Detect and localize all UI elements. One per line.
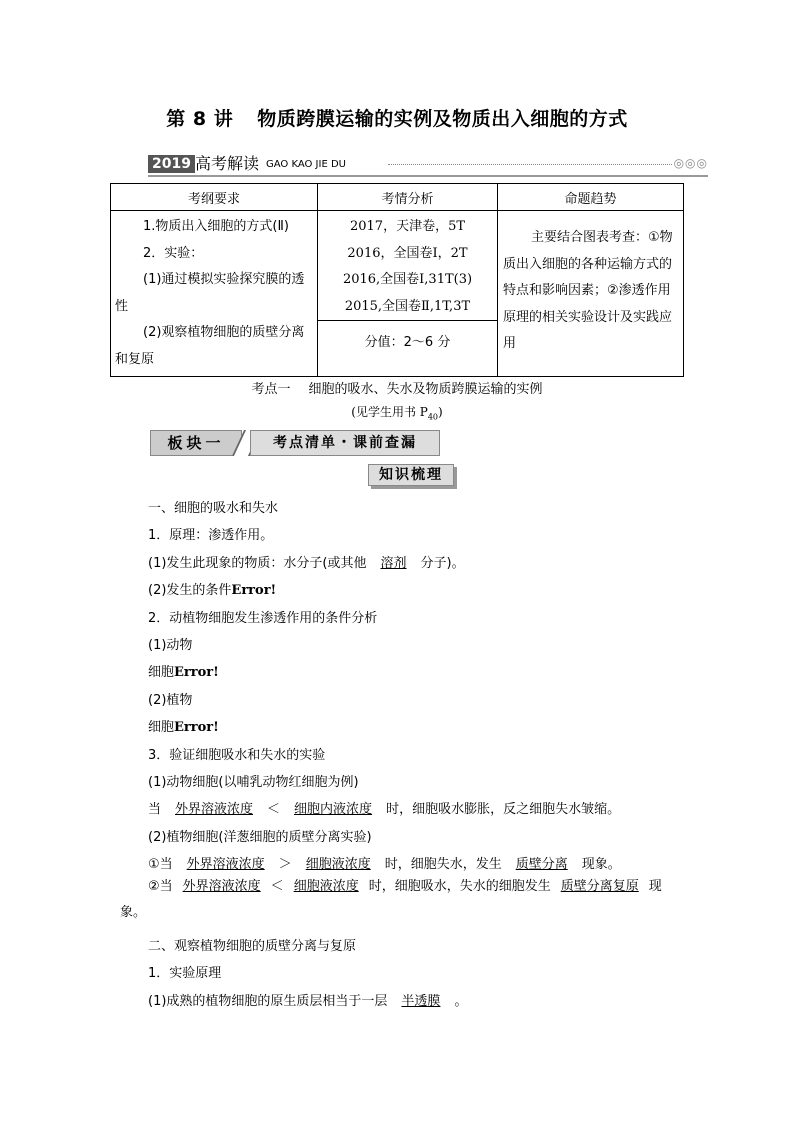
error-text: Error! <box>174 665 219 680</box>
answer-blank: 半透膜 <box>401 994 441 1009</box>
text-line: (1)动物 <box>148 638 193 653</box>
text-line: (1)成熟的植物细胞的原生质层相当于一层 半透膜 。 <box>148 994 468 1009</box>
text-line: (2)植物 <box>148 693 193 708</box>
page-reference: (见学生用书 $P_{40}$) <box>351 405 443 422</box>
trend-cell: 主要结合图表考查：①物质出入细胞的各种运输方式的特点和影响因素；②渗透作用原理的相关实验设计及实践应用 <box>498 211 684 377</box>
exam-point-heading: 考点一 细胞的吸水、失水及物质跨膜运输的实例 <box>251 382 543 397</box>
header-cell: 命题趋势 <box>498 184 684 211</box>
table-header-row <box>111 184 684 211</box>
banner-year: 2019 <box>148 155 195 173</box>
text-line: 1．原理：渗透作用。 <box>148 528 274 543</box>
text-line: 当 外界溶液浓度 ＜ 细胞内液浓度 时，细胞吸水膨胀，反之细胞失水皱缩。 <box>148 802 621 817</box>
banner-circles-icon: ◎◎◎ <box>673 156 708 170</box>
section-banner-left: 板块一 <box>150 430 242 456</box>
banner-dotted-line <box>388 164 672 165</box>
answer-blank: 细胞内液浓度 <box>294 802 373 817</box>
requirements-cell: 1.物质出入细胞的方式(Ⅱ) 2．实验： (1)通过模拟实验探究膜的透性 (2)观察植物细胞的质壁分离和复原 <box>111 211 318 377</box>
section-banner-right: 考点清单・课前查漏 <box>250 430 440 456</box>
banner-title: 高考解读 <box>195 154 260 173</box>
answer-blank: 细胞液浓度 <box>293 879 359 894</box>
header-cell: 考纲要求 <box>111 184 318 211</box>
text-paragraph: ②当 外界溶液浓度 ＜ 细胞液浓度 时，细胞吸水，失水的细胞发生 质壁分离复原 现象。 <box>120 879 662 920</box>
text-line: 细胞Error! <box>148 665 219 680</box>
analysis-cell: 2017，天津卷，5T 2016，全国卷Ⅰ，2T 2016,全国卷Ⅰ,31T(3) 2015,全国卷Ⅱ,1T,3T 分值：2～6 分 <box>318 211 498 377</box>
knowledge-tag: 知识梳理 <box>368 464 454 486</box>
answer-blank: 质壁分离复原 <box>560 879 639 894</box>
text-line: ①当 外界溶液浓度 ＞ 细胞液浓度 时，细胞失水，发生 质壁分离 现象。 <box>148 857 621 872</box>
answer-blank: 细胞液浓度 <box>305 857 371 872</box>
text-line: 细胞Error! <box>148 720 219 735</box>
text-line: (1)发生此现象的物质：水分子(或其他 溶剂 分子)。 <box>148 556 465 571</box>
answer-blank: 外界溶液浓度 <box>182 879 261 894</box>
answer-blank: 外界溶液浓度 <box>186 857 265 872</box>
banner-underline <box>148 175 708 177</box>
score-range: 分值：2～6 分 <box>318 320 497 365</box>
answer-blank: 溶剂 <box>380 556 407 571</box>
exam-requirements-table <box>110 183 684 377</box>
section-heading: 一、细胞的吸水和失水 <box>148 501 279 516</box>
exam-interpretation-banner <box>148 153 708 175</box>
table-row <box>111 211 684 377</box>
banner-subtitle: GAO KAO JIE DU <box>266 159 346 170</box>
answer-blank: 质壁分离 <box>515 857 568 872</box>
text-line: 1．实验原理 <box>148 966 222 981</box>
answer-blank: 外界溶液浓度 <box>175 802 254 817</box>
text-line: (2)植物细胞(洋葱细胞的质壁分离实验) <box>148 830 372 845</box>
header-cell: 考情分析 <box>318 184 498 211</box>
error-text: Error! <box>174 720 219 735</box>
text-line: (1)动物细胞(以哺乳动物红细胞为例) <box>148 775 359 790</box>
text-line: (2)发生的条件Error! <box>148 583 277 598</box>
error-text: Error! <box>231 583 277 598</box>
page-title: 第 8 讲 物质跨膜运输的实例及物质出入细胞的方式 <box>166 108 628 130</box>
text-line: 3．验证细胞吸水和失水的实验 <box>148 748 326 763</box>
text-line: 2．动植物细胞发生渗透作用的条件分析 <box>148 611 378 626</box>
section-heading: 二、观察植物细胞的质壁分离与复原 <box>148 939 357 954</box>
section-banner <box>150 430 440 456</box>
